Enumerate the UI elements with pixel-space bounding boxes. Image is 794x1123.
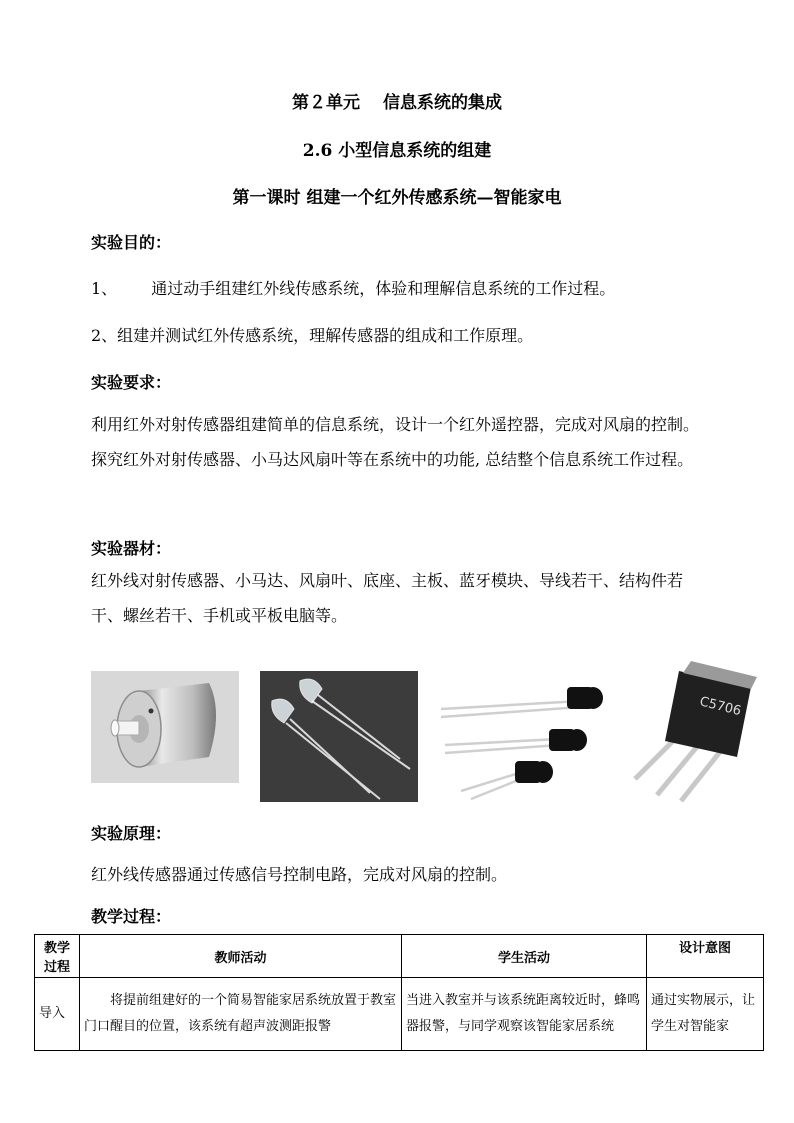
materials-text: 红外线对射传感器、小马达、风扇叶、底座、主板、蓝牙模块、导线若干、结构件若干、螺丝若干、手机或平板电脑等。 xyxy=(91,571,684,625)
process-heading: 教学过程： xyxy=(91,907,172,926)
teaching-process-table xyxy=(34,934,764,1051)
header-stage: 教学过程 xyxy=(35,935,80,978)
transistor-photo xyxy=(625,661,765,806)
header-student-activity: 学生活动 xyxy=(402,935,647,978)
principle-heading: 实验原理： xyxy=(91,824,172,843)
ir-receiver-photo xyxy=(441,681,611,801)
table-header-row xyxy=(35,935,764,978)
objective-heading: 实验目的： xyxy=(91,233,172,252)
objective-item-1-number: 1、 xyxy=(91,279,118,298)
led-photo xyxy=(260,671,418,802)
materials-heading: 实验器材： xyxy=(91,539,172,558)
objective-item-2: 2、组建并测试红外传感系统，理解传感器的组成和工作原理。 xyxy=(91,326,534,345)
lesson-title: 第一课时 组建一个红外传感系统—智能家电 xyxy=(232,188,562,208)
cell-student-activity: 当进入教室并与该系统距离较近时，蜂鸣器报警，与同学观察该智能家居系统 xyxy=(402,978,647,1051)
table-row xyxy=(35,978,764,1051)
section-title: 2.6 小型信息系统的组建 xyxy=(302,141,492,161)
svg-text:C5706: C5706 xyxy=(698,694,743,720)
objective-item-1 xyxy=(91,276,615,299)
requirement-heading: 实验要求： xyxy=(91,373,172,392)
cell-design-intent: 通过实物展示，让学生对智能家 xyxy=(647,978,764,1051)
requirement-text: 利用红外对射传感器组建简单的信息系统，设计一个红外遥控器，完成对风扇的控制。探究红外对射传感器、小马达风扇叶等在系统中的功能, 总结整个信息系统工作过程。 xyxy=(91,415,700,469)
cell-teacher-activity-text: 将提前组建好的一个简易智能家居系统放置于教室门口醒目的位置，该系统有超声波测距报警 xyxy=(84,993,397,1034)
header-design-intent: 设计意图 xyxy=(647,935,764,978)
principle-text: 红外线传感器通过传感信号控制电路，完成对风扇的控制。 xyxy=(91,865,508,884)
header-teacher-activity: 教师活动 xyxy=(80,935,402,978)
unit-title: 第２单元 信息系统的集成 xyxy=(292,93,502,113)
cell-stage: 导入 xyxy=(35,978,80,1051)
motor-photo xyxy=(91,671,239,783)
objective-item-1-text: 通过动手组建红外线传感系统，体验和理解信息系统的工作过程。 xyxy=(151,279,616,298)
cell-teacher-activity xyxy=(80,978,402,1051)
